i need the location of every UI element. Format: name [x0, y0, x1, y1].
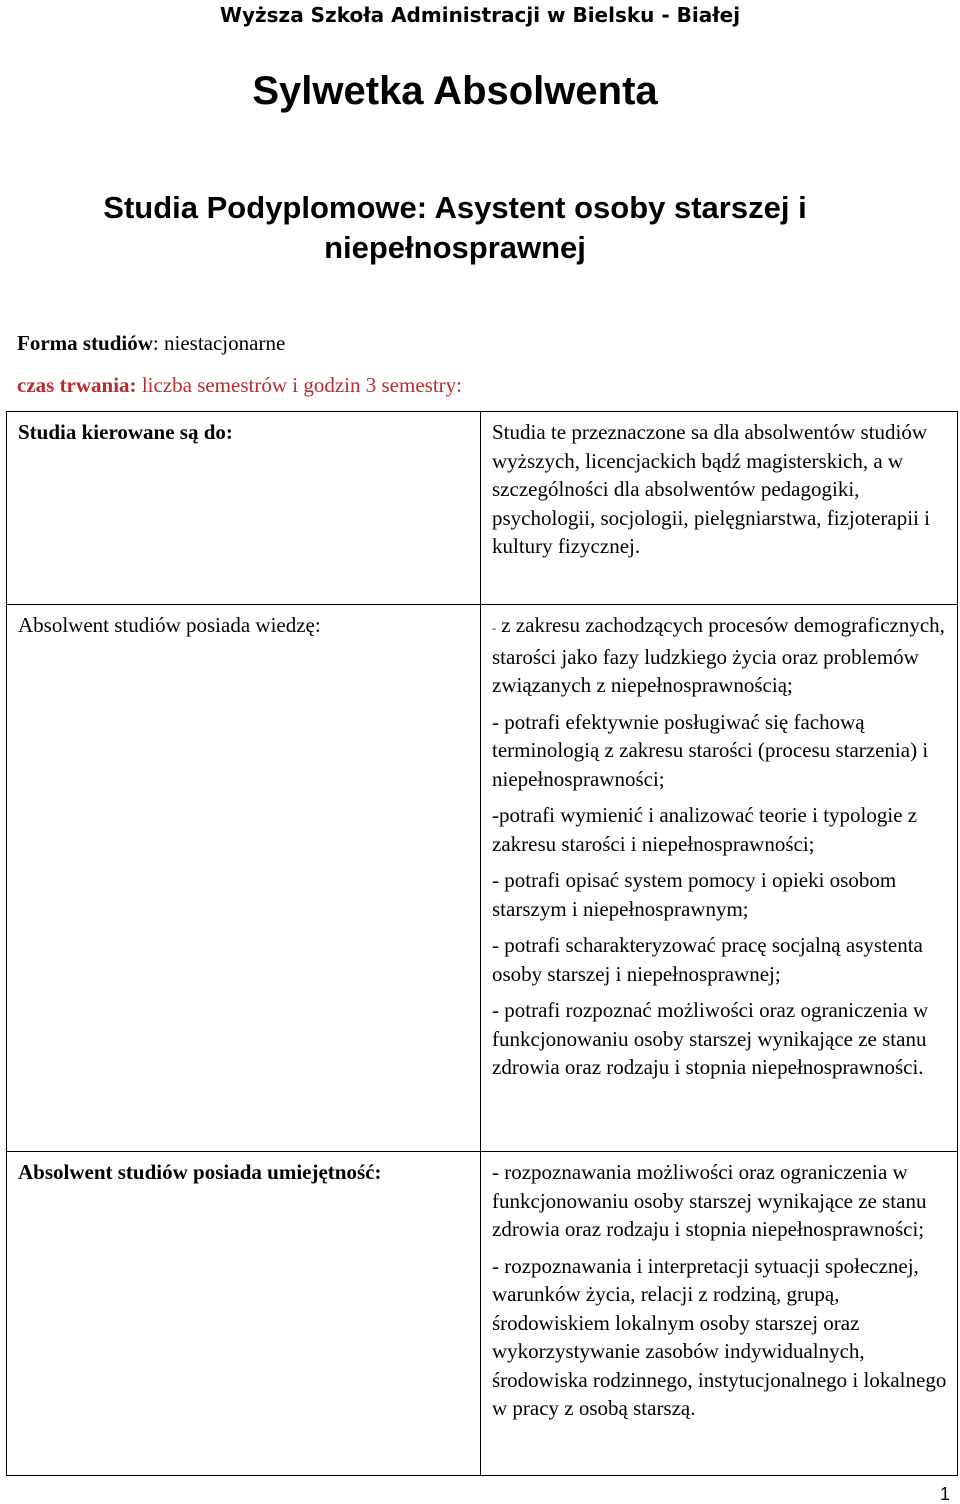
- list-item: - rozpoznawania i interpretacji sytuacji społecznej, warunków życia, relacji z rodziną, grupą, środowiskiem lokalnym osoby starszej oraz wykorzystywanie zasobów indywidualnych, środowiska rodzinnego, instytucjonalnego i lokalnego w pracy z osobą starszą.: [492, 1253, 947, 1420]
- table-row: [7, 605, 958, 1152]
- row-text-target-group: Studia te przeznaczone sa dla absolwentów studiów wyższych, licencjackich bądź magisterskich, a w szczególności dla absolwentów pedagogiki, psychologii, socjologii, pielęgniarstwa, fizjoterapii i kultury fizycznej.: [481, 412, 958, 605]
- row-label-knowledge: Absolwent studiów posiada wiedzę:: [7, 605, 481, 1152]
- study-duration-line: [17, 372, 462, 398]
- page-subtitle: Studia Podyplomowe: Asystent osoby starszej i niepełnosprawnej: [103, 190, 807, 265]
- row-content-skills: [481, 1152, 958, 1476]
- school-header: Wyższa Szkoła Administracji w Bielsku - Białej: [219, 3, 741, 27]
- row-content-knowledge: [481, 605, 958, 1152]
- table-row: [7, 412, 958, 605]
- study-duration-label: czas trwania:: [17, 373, 137, 397]
- row-label-skills: Absolwent studiów posiada umiejętność:: [7, 1152, 481, 1476]
- row-label-target-group: Studia kierowane są do:: [7, 412, 481, 605]
- list-item: -potrafi wymienić i analizować teorie i typologie z zakresu starości i niepełnosprawności;: [492, 803, 918, 856]
- list-item: - potrafi scharakteryzować pracę socjalną asystenta osoby starszej i niepełnosprawnej;: [492, 933, 923, 986]
- list-dash: -: [492, 621, 496, 635]
- list-item-text: z zakresu zachodzących procesów demograficznych, starości jako fazy ludzkiego życia oraz problemów związanych z niepełnosprawnością;: [492, 613, 945, 697]
- list-item: [492, 611, 947, 700]
- page-title: Sylwetka Absolwenta: [252, 69, 658, 113]
- list-item: - potrafi rozpoznać możliwości oraz ograniczenia w funkcjonowaniu osoby starszej wynikające ze stanu zdrowia oraz rodzaju i stopnia niepełnosprawności.: [492, 998, 929, 1079]
- page-number: 1: [940, 1484, 951, 1504]
- study-duration-value: liczba semestrów i godzin 3 semestry:: [136, 373, 462, 397]
- list-item: - rozpoznawania możliwości oraz ograniczenia w funkcjonowaniu osoby starszej wynikające ze stanu zdrowia oraz rodzaju i stopnia niepełnosprawności;: [492, 1160, 927, 1241]
- study-form-line: [17, 330, 285, 356]
- list-item: - potrafi efektywnie posługiwać się fachową terminologią z zakresu starości (procesu starzenia) i niepełnosprawności;: [492, 709, 929, 791]
- study-form-label: Forma studiów: [17, 331, 153, 355]
- list-item: - potrafi opisać system pomocy i opieki osobom starszym i niepełnosprawnym;: [492, 868, 897, 921]
- study-form-value: : niestacjonarne: [152, 331, 286, 355]
- graduate-profile-table: [6, 411, 958, 1476]
- table-row: [7, 1152, 958, 1476]
